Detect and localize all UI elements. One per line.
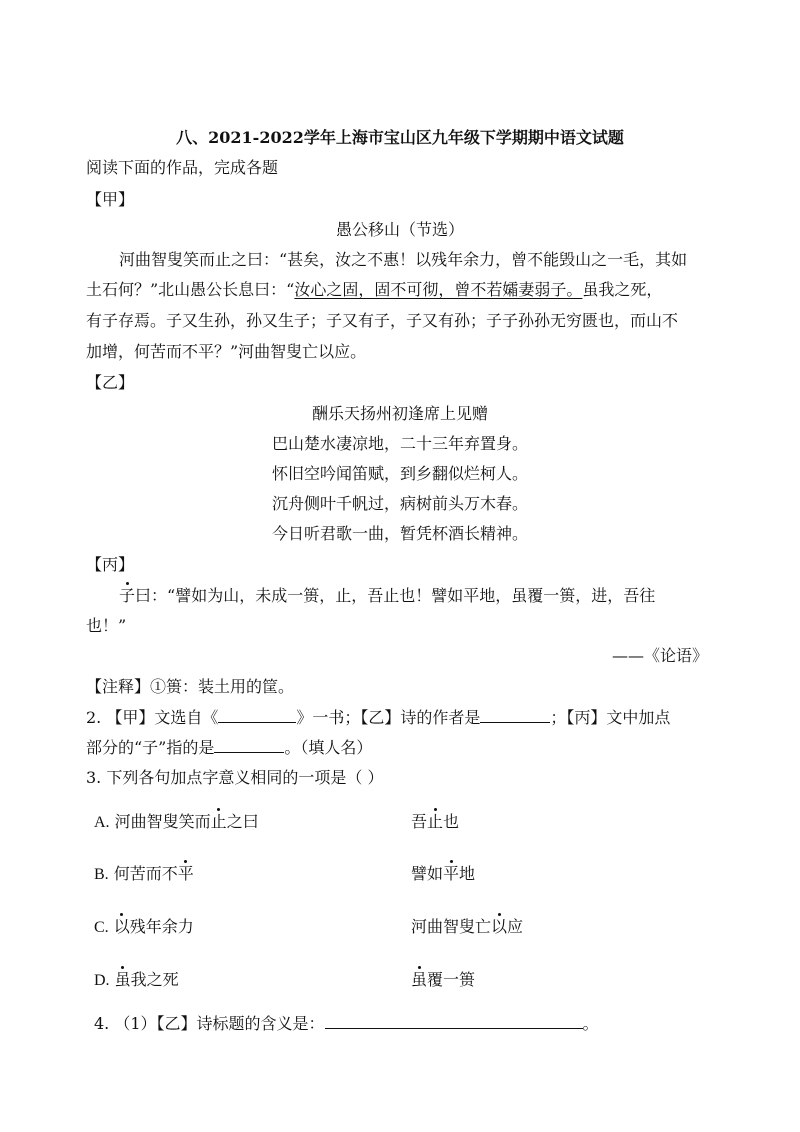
poem-title: 酬乐天扬州初逢席上见赠 bbox=[311, 404, 488, 423]
option-text: 残年余力 bbox=[129, 917, 194, 936]
option-text: 应 bbox=[507, 917, 524, 936]
question-4 bbox=[94, 1014, 599, 1034]
answer-blank[interactable] bbox=[218, 708, 296, 723]
answer-blank[interactable] bbox=[214, 738, 284, 753]
option-d-compare bbox=[411, 970, 475, 990]
passage-bing-line: 也！” bbox=[86, 616, 127, 635]
poem-verse: 今日听君歌一曲，暂凭杯酒长精神。 bbox=[272, 524, 529, 543]
section-label-yi: 【乙】 bbox=[86, 373, 135, 392]
underlined-sentence: 汝心之固，固不可彻，曾不若孀妻弱子。 bbox=[294, 280, 583, 299]
question-2-continued bbox=[86, 738, 372, 758]
passage-heading-jia: 愚公移山（节选） bbox=[335, 220, 464, 239]
passage-jia-line bbox=[86, 280, 662, 300]
dotted-character: 虽 bbox=[114, 970, 131, 989]
question-text: 》一书；【乙】诗的作者是 bbox=[296, 708, 481, 727]
answer-blank[interactable] bbox=[480, 708, 550, 723]
passage-text: 土石何？”北山愚公长息曰：“ bbox=[86, 280, 295, 299]
option-label: A. bbox=[94, 814, 110, 831]
option-a[interactable] bbox=[94, 812, 259, 833]
dotted-character: 以 bbox=[113, 917, 130, 936]
option-text: 吾 bbox=[411, 812, 428, 831]
option-b[interactable] bbox=[94, 864, 194, 885]
passage-jia-line: 有子存焉。子又生孙，孙又生子；子又有子，子又有孙；子子孙孙无穷匮也，而山不 bbox=[86, 311, 679, 330]
option-label: B. bbox=[94, 866, 109, 883]
source-citation: ——《论语》 bbox=[612, 646, 709, 665]
option-text: 譬如 bbox=[411, 864, 444, 883]
passage-text: 曰：“譬如为山，未成一篑，止，吾止也！譬如平地，虽覆一篑，进，吾往 bbox=[135, 586, 656, 605]
passage-jia-line: 河曲智叟笑而止之曰：“甚矣，汝之不惠！以残年余力，曾不能毁山之一毛，其如 bbox=[119, 250, 688, 269]
section-label-jia: 【甲】 bbox=[86, 190, 135, 209]
dotted-character: 平 bbox=[177, 864, 194, 883]
option-text: 之曰 bbox=[226, 812, 259, 831]
option-a-compare bbox=[411, 812, 459, 832]
option-text: 何苦而不 bbox=[113, 864, 178, 883]
option-d[interactable] bbox=[94, 970, 179, 991]
question-2 bbox=[86, 708, 670, 728]
page-title: 八、2021-2022学年上海市宝山区九年级下学期期中语文试题 bbox=[176, 128, 624, 147]
question-text: 。（填人名） bbox=[284, 738, 373, 757]
answer-blank[interactable] bbox=[325, 1014, 583, 1029]
question-text: 2. 【甲】文选自《 bbox=[86, 708, 219, 727]
question-text: 。 bbox=[582, 1014, 599, 1033]
question-3-stem: 3. 下列各句加点字意义相同的一项是（ ） bbox=[86, 768, 384, 787]
passage-bing-line bbox=[119, 586, 655, 606]
question-text: 4. （1）【乙】诗标题的含义是： bbox=[94, 1014, 325, 1033]
question-text: ；【丙】文中加点 bbox=[550, 708, 671, 727]
poem-verse: 沉舟侧叶千帆过，病树前头万木春。 bbox=[272, 494, 529, 513]
option-text: 河曲智叟笑而 bbox=[114, 812, 211, 831]
option-text: 也 bbox=[443, 812, 460, 831]
section-label-bing: 【丙】 bbox=[86, 555, 135, 574]
passage-text: 虽我之死， bbox=[582, 280, 663, 299]
option-text: 河曲智叟亡 bbox=[411, 917, 492, 936]
option-text: 我之死 bbox=[130, 970, 179, 989]
option-label: D. bbox=[94, 972, 110, 989]
dotted-character: 以 bbox=[491, 917, 508, 936]
option-label: C. bbox=[94, 919, 109, 936]
dotted-character: 止 bbox=[210, 812, 227, 831]
dotted-character: 子 bbox=[119, 586, 136, 605]
option-text: 覆一篑 bbox=[427, 970, 476, 989]
passage-jia-line: 加增，何苦而不平？”河曲智叟亡以应。 bbox=[86, 342, 367, 361]
option-c-compare bbox=[411, 917, 523, 937]
option-c[interactable] bbox=[94, 917, 194, 938]
poem-verse: 巴山楚水凄凉地，二十三年弃置身。 bbox=[272, 434, 529, 453]
question-text: 部分的“子”指的是 bbox=[86, 738, 215, 757]
option-b-compare bbox=[411, 864, 475, 884]
dotted-character: 虽 bbox=[411, 970, 428, 989]
option-text: 地 bbox=[459, 864, 476, 883]
poem-verse: 怀旧空吟闻笛赋，到乡翻似烂柯人。 bbox=[272, 464, 529, 483]
dotted-character: 平 bbox=[443, 864, 460, 883]
instructions: 阅读下面的作品，完成各题 bbox=[86, 158, 279, 177]
annotation-note: 【注释】①篑：装土用的筐。 bbox=[86, 677, 295, 696]
dotted-character: 止 bbox=[427, 812, 444, 831]
